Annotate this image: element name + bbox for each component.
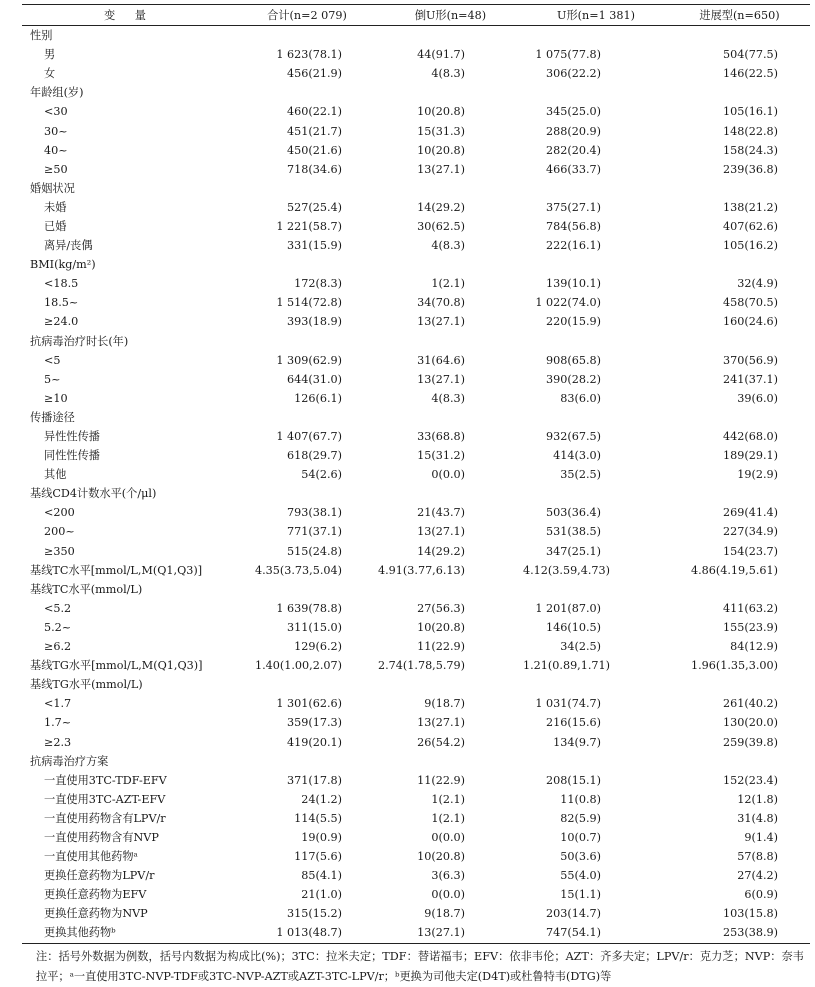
row-label: 40~ [44,143,68,157]
cell-u: 50(3.6) [560,850,601,864]
cell-inverted-u: 10(20.8) [417,105,465,119]
cell-inverted-u: 9(18.7) [424,907,465,921]
cell-total [236,26,378,46]
cell-inverted-u: 1(2.1) [431,277,465,291]
cell-total: 644(31.0) [287,372,342,386]
cell-u: 1 031(74.7) [535,697,601,711]
table-row [22,102,810,121]
table-row [22,885,810,904]
table-footnote: 注：括号外数据为例数，括号内数据为构成比(%)；3TC：拉米夫定；TDF：替诺福韦；EFV：依非韦伦；AZT：齐多夫定；LPV/r：克力芝；NVP：奈韦拉平；ᵃ一直使用3TC-NVP-TDF或3TC-NVP-AZT或AZT-3TC-LPV/r；ᵇ更换为司他夫定(D4T)或杜鲁特韦(DTG)等 [36,949,804,983]
row-label: 基线TC水平[mmol/L,M(Q1,Q3)] [30,563,203,577]
cell-progressive: 138(21.2) [723,200,778,214]
cell-progressive: 39(6.0) [737,391,778,405]
row-label: 基线TG水平(mmol/L) [30,678,143,692]
row-label: 基线TG水平[mmol/L,M(Q1,Q3)] [30,659,203,673]
row-label: <200 [44,506,75,520]
table-row [22,847,810,866]
cell-total: 771(37.1) [287,525,342,539]
cell-inverted-u: 11(22.9) [417,640,465,654]
table-row [22,694,810,713]
cell-u: 82(5.9) [560,811,601,825]
cell-total: 126(6.1) [294,391,342,405]
cell-progressive [669,675,810,694]
table-row [22,484,810,503]
cell-progressive: 227(34.9) [723,525,778,539]
cell-inverted-u: 30(62.5) [417,219,465,233]
table-row [22,656,810,675]
cell-total: 527(25.4) [287,200,342,214]
row-label: 一直使用药物含有LPV/r [44,811,166,825]
cell-total: 54(2.6) [301,468,342,482]
table-row [22,389,810,408]
cell-inverted-u: 1(2.1) [431,792,465,806]
cell-inverted-u [378,332,523,351]
cell-inverted-u [378,752,523,771]
cell-progressive: 239(36.8) [723,162,778,176]
table-row [22,542,810,561]
row-label: 更换任意药物为EFV [44,888,147,902]
row-label: 18.5~ [44,296,79,310]
cell-progressive: 155(23.9) [723,620,778,634]
cell-inverted-u: 9(18.7) [424,697,465,711]
table-row [22,828,810,847]
cell-u: 932(67.5) [546,430,601,444]
row-label: 其他 [44,468,67,482]
cell-progressive: 160(24.6) [723,315,778,329]
cell-progressive: 253(38.9) [669,923,810,943]
cell-progressive: 1.96(1.35,3.00) [690,659,778,673]
cell-total [236,675,378,694]
cell-total: 19(0.9) [301,830,342,844]
cell-u [523,408,669,427]
cell-inverted-u: 13(27.1) [417,372,465,386]
cell-u [523,332,669,351]
cell-total [236,83,378,102]
cell-total: 172(8.3) [294,277,342,291]
cell-inverted-u: 4(8.3) [431,239,465,253]
cell-u: 83(6.0) [560,391,601,405]
cell-progressive [669,26,810,46]
cell-u: 1 075(77.8) [535,48,601,62]
cell-total: 315(15.2) [287,907,342,921]
cell-progressive: 152(23.4) [723,773,778,787]
cell-total: 85(4.1) [301,869,342,883]
cell-u: 146(10.5) [546,620,601,634]
cell-inverted-u [378,255,523,274]
cell-u: 375(27.1) [546,200,601,214]
row-label: 30~ [44,124,68,138]
cell-u: 503(36.4) [546,506,601,520]
cell-inverted-u: 4(8.3) [431,391,465,405]
cell-total [236,255,378,274]
cell-inverted-u: 44(91.7) [417,48,465,62]
cell-total: 117(5.6) [294,850,342,864]
cell-u: 35(2.5) [560,468,601,482]
row-label: 5.2~ [44,620,72,634]
header-variable: 变 量 [22,5,236,26]
row-label: <1.7 [44,697,72,711]
header-inverted-u: 倒U形(n=48) [378,5,523,26]
cell-progressive [669,255,810,274]
row-label: ≥6.2 [44,640,72,654]
cell-progressive: 241(37.1) [723,372,778,386]
cell-u: 908(65.8) [546,353,601,367]
cell-u: 390(28.2) [546,372,601,386]
table-row [22,637,810,656]
cell-total: 359(17.3) [287,716,342,730]
cell-total: 114(5.5) [294,811,342,825]
row-label: ≥350 [44,544,75,558]
cell-inverted-u: 10(20.8) [417,620,465,634]
cell-total: 1 301(62.6) [276,697,342,711]
row-label: ≥50 [44,162,68,176]
cell-inverted-u: 34(70.8) [417,296,465,310]
row-label: 女 [44,67,56,81]
row-label: 男 [44,48,56,62]
table-row [22,64,810,83]
cell-u: 784(56.8) [546,219,601,233]
row-label: <5 [44,353,61,367]
cell-inverted-u: 13(27.1) [417,315,465,329]
cell-total: 718(34.6) [287,162,342,176]
cell-u: 288(20.9) [546,124,601,138]
cell-progressive: 407(62.6) [723,219,778,233]
cell-total: 419(20.1) [287,735,342,749]
table-row [22,160,810,179]
cell-total: 451(21.7) [287,124,342,138]
cell-total: 450(21.6) [287,143,342,157]
table-header [22,5,810,26]
row-label: ≥2.3 [44,735,72,749]
cell-inverted-u: 14(29.2) [417,544,465,558]
row-label: 抗病毒治疗时长(年) [30,334,129,348]
cell-inverted-u: 1(2.1) [431,811,465,825]
cell-total [236,580,378,599]
cell-total: 1 221(58.7) [276,219,342,233]
cell-u: 347(25.1) [546,544,601,558]
cell-inverted-u: 13(27.1) [378,923,523,943]
cell-u: 10(0.7) [560,830,601,844]
header-total: 合计(n=2 079) [236,5,378,26]
cell-u [523,255,669,274]
cell-inverted-u [378,26,523,46]
cell-u: 4.12(3.59,4.73) [523,563,611,577]
cell-progressive: 57(8.8) [737,850,778,864]
table-row [22,732,810,751]
cell-u: 531(38.5) [546,525,601,539]
cell-inverted-u: 21(43.7) [417,506,465,520]
table-row [22,408,810,427]
table-row [22,465,810,484]
row-label: 更换任意药物为LPV/r [44,869,155,883]
cell-inverted-u: 0(0.0) [431,888,465,902]
cell-progressive [669,408,810,427]
cell-total: 21(1.0) [301,888,342,902]
table-row [22,370,810,389]
cell-progressive: 148(22.8) [723,124,778,138]
cell-total: 618(29.7) [287,449,342,463]
table-row [22,446,810,465]
table-row [22,752,810,771]
table-row [22,293,810,312]
cell-total: 4.35(3.73,5.04) [254,563,342,577]
cell-u: 11(0.8) [560,792,601,806]
table-row [22,580,810,599]
cell-u [523,83,669,102]
cell-inverted-u: 26(54.2) [417,735,465,749]
table-row [22,255,810,274]
table-row [22,427,810,446]
cell-u [523,484,669,503]
cell-total: 331(15.9) [287,239,342,253]
table-row [22,217,810,236]
table-row [22,866,810,885]
table-row [22,141,810,160]
cell-progressive: 442(68.0) [723,430,778,444]
row-label: 5~ [44,372,61,386]
cell-total: 1 013(48.7) [236,923,378,943]
cell-progressive: 154(23.7) [723,544,778,558]
cell-inverted-u [378,580,523,599]
cell-u: 1.21(0.89,1.71) [523,659,611,673]
characteristics-table [22,4,810,944]
table-row [22,26,810,46]
cell-u: 282(20.4) [546,143,601,157]
cell-progressive: 19(2.9) [737,468,778,482]
cell-total: 1.40(1.00,2.07) [254,659,342,673]
row-label: <5.2 [44,601,72,615]
table-row [22,236,810,255]
cell-inverted-u: 13(27.1) [417,525,465,539]
cell-total [236,484,378,503]
cell-total: 371(17.8) [287,773,342,787]
row-label: 已婚 [44,219,67,233]
table-row [22,83,810,102]
cell-u [523,675,669,694]
table-body [22,26,810,944]
row-label: 未婚 [44,200,67,214]
cell-u: 306(22.2) [546,67,601,81]
cell-progressive [669,83,810,102]
cell-total: 1 407(67.7) [276,430,342,444]
cell-u: 203(14.7) [546,907,601,921]
cell-inverted-u [378,408,523,427]
cell-u [523,752,669,771]
cell-progressive: 458(70.5) [723,296,778,310]
row-label: BMI(kg/m²) [30,258,96,272]
row-label: ≥10 [44,391,68,405]
table-row [22,771,810,790]
table-row [22,121,810,140]
row-label: 婚姻状况 [30,181,75,195]
cell-total: 1 514(72.8) [276,296,342,310]
cell-u [523,580,669,599]
cell-total [236,332,378,351]
cell-inverted-u: 15(31.3) [417,124,465,138]
cell-progressive: 6(0.9) [744,888,778,902]
cell-u: 345(25.0) [546,105,601,119]
header-u: U形(n=1 381) [523,5,669,26]
row-label: <30 [44,105,68,119]
table-row [22,274,810,293]
row-label: 1.7~ [44,716,72,730]
cell-u [523,26,669,46]
row-label: 一直使用其他药物ᵃ [44,850,138,864]
cell-inverted-u: 31(64.6) [417,353,465,367]
data-table-document [22,4,810,987]
cell-progressive [669,752,810,771]
cell-u: 466(33.7) [546,162,601,176]
row-label: 年龄组(岁) [30,86,84,100]
table-row [22,351,810,370]
row-label: 更换任意药物为NVP [44,907,148,921]
cell-inverted-u: 10(20.8) [417,850,465,864]
cell-inverted-u [378,179,523,198]
cell-inverted-u [378,675,523,694]
cell-progressive [669,179,810,198]
cell-progressive: 370(56.9) [723,353,778,367]
table-row [22,561,810,580]
cell-inverted-u: 15(31.2) [417,449,465,463]
row-label: 200~ [44,525,75,539]
cell-inverted-u: 27(56.3) [417,601,465,615]
cell-inverted-u [378,83,523,102]
cell-progressive: 411(63.2) [723,601,778,615]
cell-u: 15(1.1) [560,888,601,902]
cell-inverted-u: 2.74(1.78,5.79) [378,659,466,673]
table-row [22,790,810,809]
cell-u: 216(15.6) [546,716,601,730]
cell-inverted-u: 33(68.8) [417,430,465,444]
cell-u: 34(2.5) [560,640,601,654]
cell-total: 1 623(78.1) [276,48,342,62]
cell-progressive: 12(1.8) [737,792,778,806]
cell-inverted-u: 10(20.8) [417,143,465,157]
cell-progressive: 259(39.8) [723,735,778,749]
cell-inverted-u: 13(27.1) [417,716,465,730]
cell-u: 208(15.1) [546,773,601,787]
row-label: 性别 [30,29,53,43]
row-label: 离异/丧偶 [44,239,93,253]
table-row [22,522,810,541]
cell-inverted-u [378,484,523,503]
row-label: 传播途径 [30,410,75,424]
cell-progressive: 4.86(4.19,5.61) [690,563,778,577]
cell-progressive: 158(24.3) [723,143,778,157]
cell-inverted-u: 3(6.3) [431,869,465,883]
table-row [22,599,810,618]
cell-progressive: 31(4.8) [737,811,778,825]
cell-progressive: 103(15.8) [723,907,778,921]
table-row [22,45,810,64]
cell-total: 456(21.9) [287,67,342,81]
table-row [22,904,810,923]
row-label: ≥24.0 [44,315,79,329]
cell-progressive: 189(29.1) [723,449,778,463]
cell-progressive: 32(4.9) [737,277,778,291]
cell-progressive: 261(40.2) [723,697,778,711]
cell-progressive [669,580,810,599]
cell-inverted-u: 0(0.0) [431,468,465,482]
table-row [22,713,810,732]
row-label: 抗病毒治疗方案 [30,754,109,768]
cell-inverted-u: 4(8.3) [431,67,465,81]
cell-progressive: 130(20.0) [723,716,778,730]
cell-u: 1 201(87.0) [535,601,601,615]
table-row [22,312,810,331]
cell-inverted-u: 14(29.2) [417,200,465,214]
cell-total: 1 309(62.9) [276,353,342,367]
cell-u: 747(54.1) [523,923,669,943]
cell-progressive: 269(41.4) [723,506,778,520]
cell-inverted-u: 13(27.1) [417,162,465,176]
table-row [22,198,810,217]
cell-u: 55(4.0) [560,869,601,883]
row-label: 更换其他药物ᵇ [22,923,236,943]
row-label: 异性性传播 [44,430,100,444]
cell-total [236,408,378,427]
cell-u [523,179,669,198]
cell-total: 515(24.8) [287,544,342,558]
row-label: 基线CD4计数水平(个/μl) [30,487,157,501]
cell-progressive: 105(16.1) [723,105,778,119]
cell-u: 414(3.0) [553,449,601,463]
table-row [22,618,810,637]
cell-total: 311(15.0) [287,620,342,634]
cell-progressive: 105(16.2) [723,239,778,253]
cell-progressive: 146(22.5) [723,67,778,81]
cell-total: 793(38.1) [287,506,342,520]
row-label: 一直使用3TC-TDF-EFV [44,773,167,787]
table-row [22,675,810,694]
table-row [22,809,810,828]
cell-progressive: 84(12.9) [730,640,778,654]
cell-inverted-u: 4.91(3.77,6.13) [378,563,466,577]
cell-total [236,752,378,771]
row-label: 基线TC水平(mmol/L) [30,582,143,596]
cell-u: 222(16.1) [546,239,601,253]
row-label: 一直使用3TC-AZT-EFV [44,792,166,806]
row-label: 一直使用药物含有NVP [44,830,159,844]
table-row [22,179,810,198]
cell-u: 134(9.7) [553,735,601,749]
row-label: <18.5 [44,277,79,291]
table-row [22,503,810,522]
cell-progressive: 27(4.2) [737,869,778,883]
header-progressive: 进展型(n=650) [669,5,810,26]
cell-inverted-u: 0(0.0) [431,830,465,844]
cell-total: 24(1.2) [301,792,342,806]
table-row [22,332,810,351]
cell-progressive: 9(1.4) [744,830,778,844]
row-label: 同性性传播 [44,449,100,463]
table-row [22,923,810,943]
cell-total: 1 639(78.8) [276,601,342,615]
cell-progressive: 504(77.5) [723,48,778,62]
cell-u: 220(15.9) [546,315,601,329]
cell-total [236,179,378,198]
cell-total: 393(18.9) [287,315,342,329]
cell-progressive [669,484,810,503]
cell-u: 139(10.1) [546,277,601,291]
cell-progressive [669,332,810,351]
cell-u: 1 022(74.0) [535,296,601,310]
cell-total: 129(6.2) [294,640,342,654]
cell-inverted-u: 11(22.9) [417,773,465,787]
cell-total: 460(22.1) [287,105,342,119]
